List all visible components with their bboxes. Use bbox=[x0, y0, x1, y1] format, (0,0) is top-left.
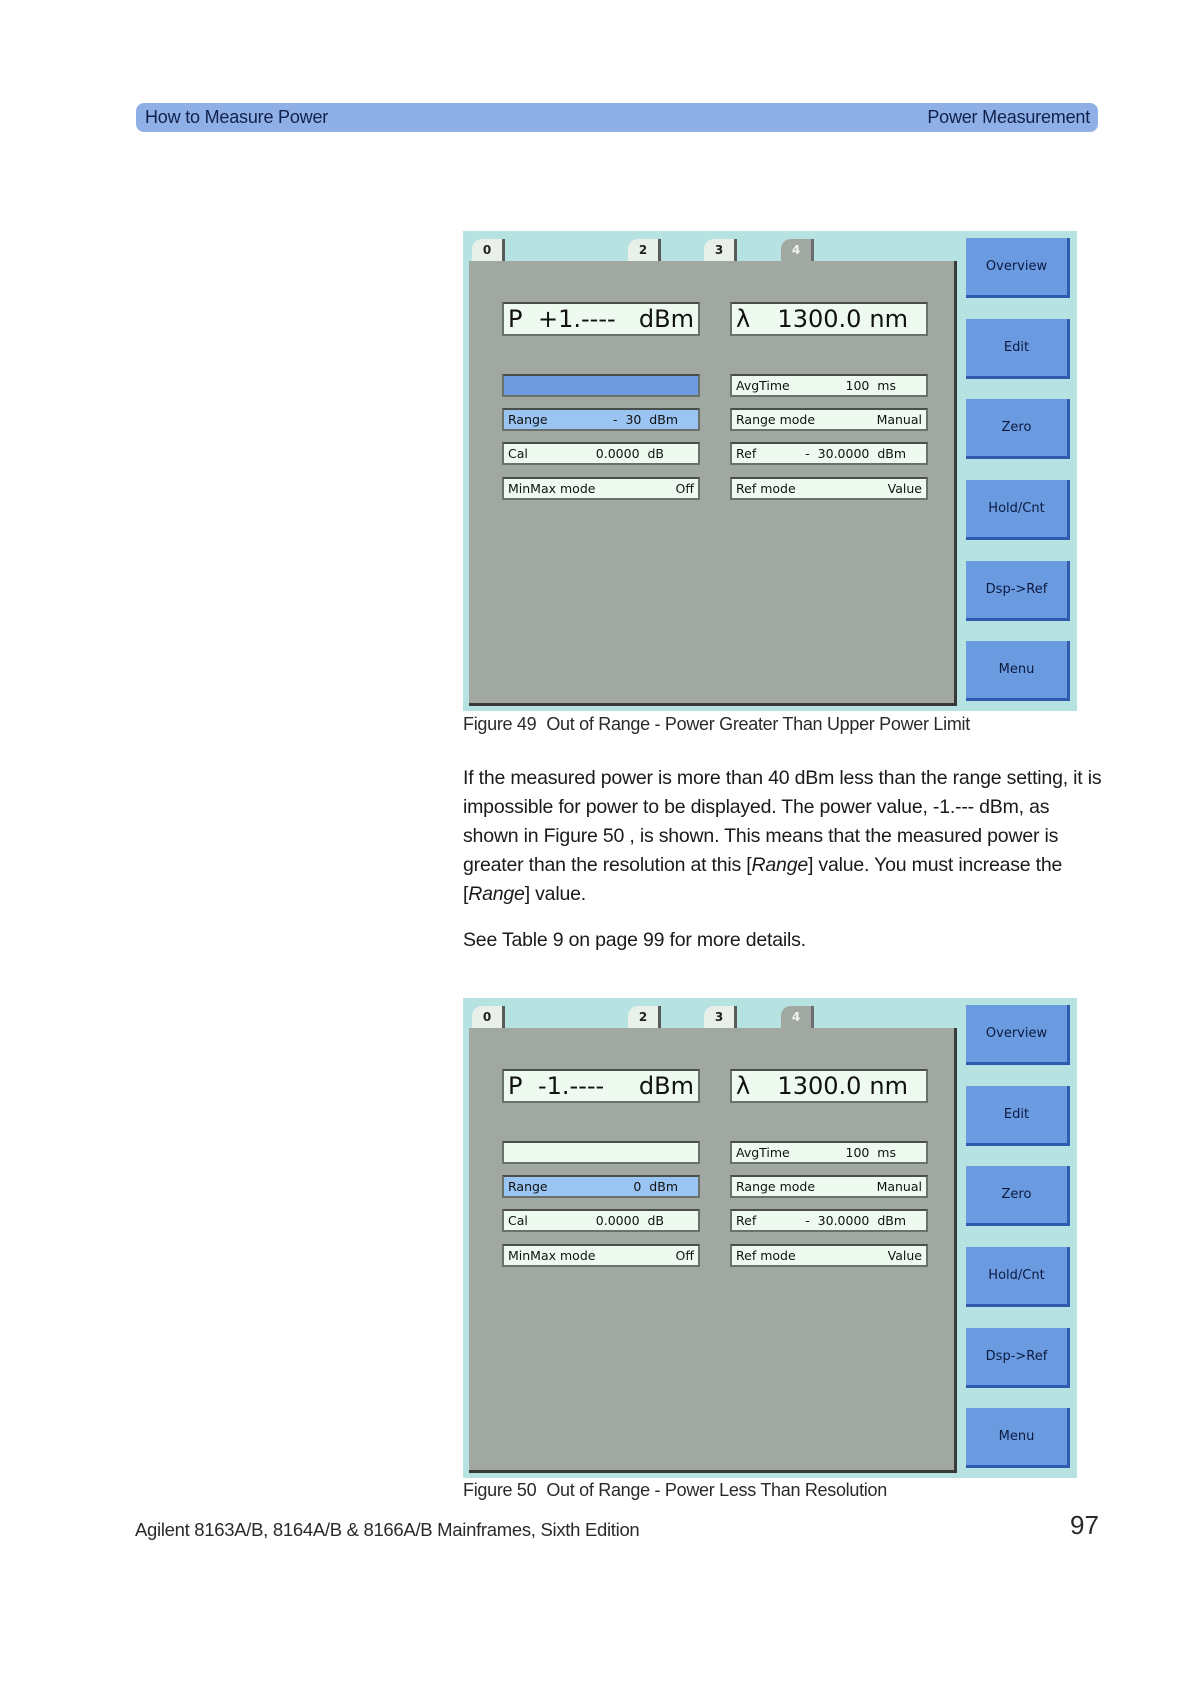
footer-title: Agilent 8163A/B, 8164A/B & 8166A/B Mainframes, Sixth Edition bbox=[135, 1519, 640, 1540]
power-symbol: P bbox=[508, 305, 523, 333]
range-mode-field[interactable]: Range mode Manual bbox=[730, 408, 928, 431]
display-panel bbox=[469, 1028, 957, 1473]
power-bar-graph bbox=[502, 1141, 700, 1164]
see-table-paragraph: See Table 9 on page 99 for more details. bbox=[463, 929, 806, 951]
instrument-screen-fig50 bbox=[463, 998, 1077, 1478]
zero-button[interactable]: Zero bbox=[966, 399, 1070, 459]
tab-0[interactable]: 0 bbox=[472, 239, 505, 261]
power-unit: dBm bbox=[638, 1072, 694, 1100]
ref-field[interactable]: Ref - 30.0000 dBm bbox=[730, 442, 928, 465]
wavelength-unit: nm bbox=[869, 305, 908, 333]
page-number: 97 bbox=[1070, 1510, 1099, 1540]
power-symbol: P bbox=[508, 1072, 523, 1100]
avgtime-field[interactable]: AvgTime 100 ms bbox=[730, 374, 928, 397]
ref-field[interactable]: Ref - 30.0000 dBm bbox=[730, 1209, 928, 1232]
avgtime-field[interactable]: AvgTime 100 ms bbox=[730, 1141, 928, 1164]
power-bar-graph bbox=[502, 374, 700, 397]
dsp-ref-button[interactable]: Dsp->Ref bbox=[966, 561, 1070, 621]
wavelength-readout bbox=[730, 1069, 928, 1103]
wavelength-value: 1300.0 bbox=[777, 1072, 862, 1100]
power-value: -1.---- bbox=[538, 1072, 605, 1100]
range-field[interactable]: Range 0 dBm bbox=[502, 1175, 700, 1198]
menu-button[interactable]: Menu bbox=[966, 641, 1070, 701]
tab-4[interactable]: 4 bbox=[781, 239, 814, 261]
wavelength-unit: nm bbox=[869, 1072, 908, 1100]
running-header bbox=[136, 103, 1098, 132]
edit-button[interactable]: Edit bbox=[966, 1086, 1070, 1146]
body-paragraph: If the measured power is more than 40 dBm less than the range setting, it is impossible for power to be displayed. The power value, -1.--- dBm, as shown in Figure 50 , is shown. This means that the measured power is greater than the resolution at this [Range] value. You must increase the [Range] value. bbox=[463, 767, 1102, 905]
zero-button[interactable]: Zero bbox=[966, 1166, 1070, 1226]
power-readout bbox=[502, 302, 700, 336]
tab-4[interactable]: 4 bbox=[781, 1006, 814, 1028]
cal-field[interactable]: Cal 0.0000 dB bbox=[502, 442, 700, 465]
power-value: +1.---- bbox=[538, 305, 616, 333]
chapter-title: Power Measurement bbox=[927, 107, 1090, 127]
display-panel bbox=[469, 261, 957, 706]
hold-cnt-button[interactable]: Hold/Cnt bbox=[966, 1247, 1070, 1307]
tab-3[interactable]: 3 bbox=[704, 239, 737, 261]
tab-2[interactable]: 2 bbox=[628, 1006, 661, 1028]
lambda-symbol: λ bbox=[736, 305, 751, 333]
tab-3[interactable]: 3 bbox=[704, 1006, 737, 1028]
overview-button[interactable]: Overview bbox=[966, 1005, 1070, 1065]
power-unit: dBm bbox=[638, 305, 694, 333]
figure-50-caption: Figure 50 Out of Range - Power Less Than Resolution bbox=[463, 1480, 887, 1500]
minmax-mode-field[interactable]: MinMax mode Off bbox=[502, 1244, 700, 1267]
dsp-ref-button[interactable]: Dsp->Ref bbox=[966, 1328, 1070, 1388]
wavelength-readout bbox=[730, 302, 928, 336]
figure-49-caption: Figure 49 Out of Range - Power Greater Than Upper Power Limit bbox=[463, 714, 970, 734]
overview-button[interactable]: Overview bbox=[966, 238, 1070, 298]
wavelength-value: 1300.0 bbox=[777, 305, 862, 333]
lambda-symbol: λ bbox=[736, 1072, 751, 1100]
menu-button[interactable]: Menu bbox=[966, 1408, 1070, 1468]
ref-mode-field[interactable]: Ref mode Value bbox=[730, 477, 928, 500]
range-field[interactable]: Range - 30 dBm bbox=[502, 408, 700, 431]
tab-2[interactable]: 2 bbox=[628, 239, 661, 261]
tab-0[interactable]: 0 bbox=[472, 1006, 505, 1028]
minmax-mode-field[interactable]: MinMax mode Off bbox=[502, 477, 700, 500]
edit-button[interactable]: Edit bbox=[966, 319, 1070, 379]
section-title: How to Measure Power bbox=[145, 107, 329, 127]
range-mode-field[interactable]: Range mode Manual bbox=[730, 1175, 928, 1198]
instrument-screen-fig49 bbox=[463, 231, 1077, 711]
power-readout bbox=[502, 1069, 700, 1103]
cal-field[interactable]: Cal 0.0000 dB bbox=[502, 1209, 700, 1232]
hold-cnt-button[interactable]: Hold/Cnt bbox=[966, 480, 1070, 540]
ref-mode-field[interactable]: Ref mode Value bbox=[730, 1244, 928, 1267]
